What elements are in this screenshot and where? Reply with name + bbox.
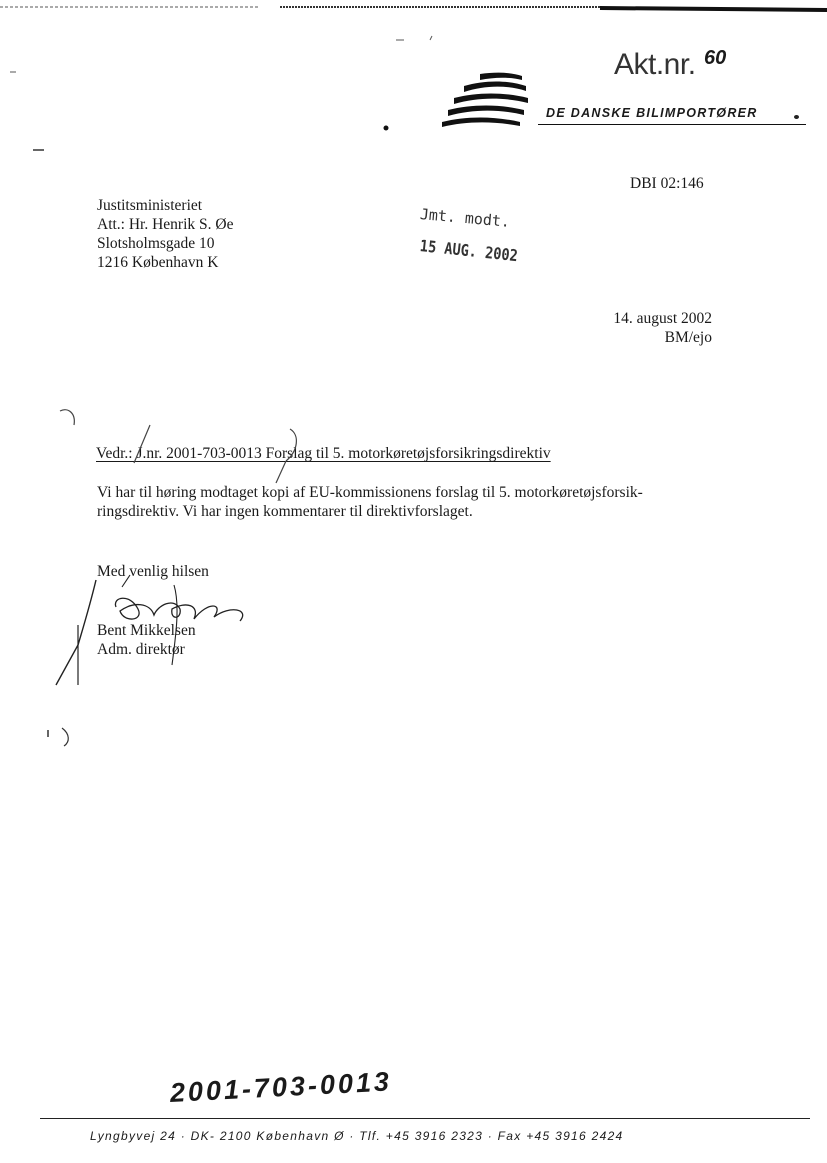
recipient-line-4: 1216 København K	[97, 254, 219, 271]
body-line-2: ringsdirektiv. Vi har ingen kommentarer til direktivforslaget.	[97, 503, 473, 520]
recipient-line-3: Slotsholmsgade 10	[97, 235, 215, 252]
body-text	[97, 483, 643, 521]
logo-dot	[794, 115, 799, 119]
subject-line: Vedr.: J.nr. 2001-703-0013 Forslag til 5. motorkøretøjsforsikringsdirektiv	[96, 445, 551, 462]
footer-address: Lyngbyvej 24 · DK- 2100 København Ø · Tlf. +45 3916 2323 · Fax +45 3916 2424	[90, 1129, 624, 1143]
scan-border-lines	[0, 5, 827, 13]
signatory-name: Bent Mikkelsen	[97, 622, 196, 639]
recipient-address	[97, 196, 233, 272]
received-stamp	[419, 205, 536, 266]
received-stamp-label: Jmt. modt.	[419, 205, 511, 231]
company-name	[538, 106, 808, 125]
company-name-rule	[538, 124, 806, 125]
pen-marks-graphic	[60, 405, 360, 485]
body-line-1: Vi har til høring modtaget kopi af EU-kommissionens forslag til 5. motorkøretøjsforsik-	[97, 484, 643, 501]
recipient-line-2: Att.: Hr. Henrik S. Øe	[97, 216, 234, 233]
recipient-line-1: Justitsministeriet	[97, 197, 203, 214]
dbi-logo-mark-icon	[440, 70, 532, 128]
signatory	[97, 621, 196, 659]
reference-number: DBI 02:146	[630, 175, 704, 192]
akt-nr-label: Akt.nr.	[614, 48, 696, 81]
date-block	[613, 309, 712, 347]
signatory-title: Adm. direktør	[97, 641, 185, 658]
closing-greeting: Med venlig hilsen	[97, 563, 209, 580]
letter-initials: BM/ejo	[664, 329, 712, 346]
company-logo	[440, 70, 532, 128]
akt-nr-value: 60	[704, 47, 727, 69]
received-stamp-date: 15 AUG. 2002	[419, 236, 519, 266]
subject-pen-marks	[60, 405, 360, 490]
footer-rule	[40, 1118, 810, 1119]
handwritten-case-number: 2001-703-0013	[169, 1066, 393, 1108]
company-name-text: DE DANSKE BILIMPORTØRER	[546, 106, 758, 120]
scan-top-border	[0, 0, 827, 6]
akt-nr-stamp	[614, 48, 726, 82]
letter-date: 14. august 2002	[613, 310, 712, 327]
